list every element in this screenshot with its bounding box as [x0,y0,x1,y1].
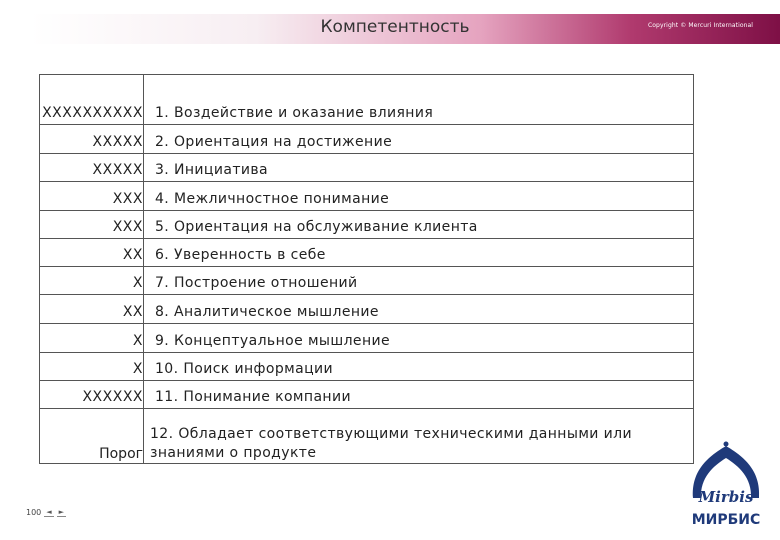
copyright-text: Copyright © Mercuri International [648,22,754,29]
next-arrow-icon[interactable]: ► [58,508,65,516]
row-level-mark: XXX [112,219,143,235]
row-text-line-1: 12. Обладает соответствующими техническими данными или [150,426,632,442]
table-row-threshold [40,420,693,464]
table-row [40,181,693,211]
logo-name: МИРБИС [691,512,761,528]
row-competency-text: 3. Инициатива [155,162,269,178]
row-competency-text: 1. Воздействие и оказание влияния [155,105,434,121]
row-level-mark: XXX [112,191,143,207]
row-level-mark: X [132,361,143,377]
table-row [40,74,693,125]
row-competency-text: 11. Понимание компании [155,389,351,405]
table-row [40,238,693,267]
row-text-line-2: знаниями о продукте [150,445,317,461]
table-row [40,380,693,409]
row-level-mark: XXXXX [92,162,143,178]
row-competency-text: 6. Уверенность в себе [155,247,326,263]
row-competency-text: 8. Аналитическое мышление [155,304,379,320]
dome-dot [724,442,729,447]
row-competency-text: 10. Поиск информации [155,361,334,377]
logo-script: Mirbis [698,488,754,506]
table-row [40,153,693,182]
row-competency-text: 9. Концептуальное мышление [155,333,391,349]
page-number: 100 [26,508,42,517]
row-level-mark: X [132,333,143,349]
table-row [40,266,693,295]
row-level-mark: XX [122,304,143,320]
table-row [40,124,693,154]
row-level-mark: X [132,275,143,291]
row-competency-text: 4. Межличностное понимание [155,191,390,207]
row-level-mark: Порог [99,446,143,462]
row-competency-text [150,425,632,463]
row-level-mark: XXXXXX [82,389,143,405]
mirbis-logo [681,440,771,532]
row-level-mark: XXXXXXXXXX [42,105,143,121]
table-row [40,323,693,353]
table-row [40,352,693,381]
pager [26,508,66,517]
row-competency-text: 2. Ориентация на достижение [155,134,393,150]
page-title: Компетентность [320,17,470,37]
row-level-mark: XXXXX [92,134,143,150]
row-competency-text: 5. Ориентация на обслуживание клиента [155,219,478,235]
row-level-mark: XX [122,247,143,263]
row-competency-text: 7. Построение отношений [155,275,358,291]
table-row [40,294,693,324]
table-row [40,210,693,239]
prev-arrow-icon[interactable]: ◄ [46,508,52,516]
